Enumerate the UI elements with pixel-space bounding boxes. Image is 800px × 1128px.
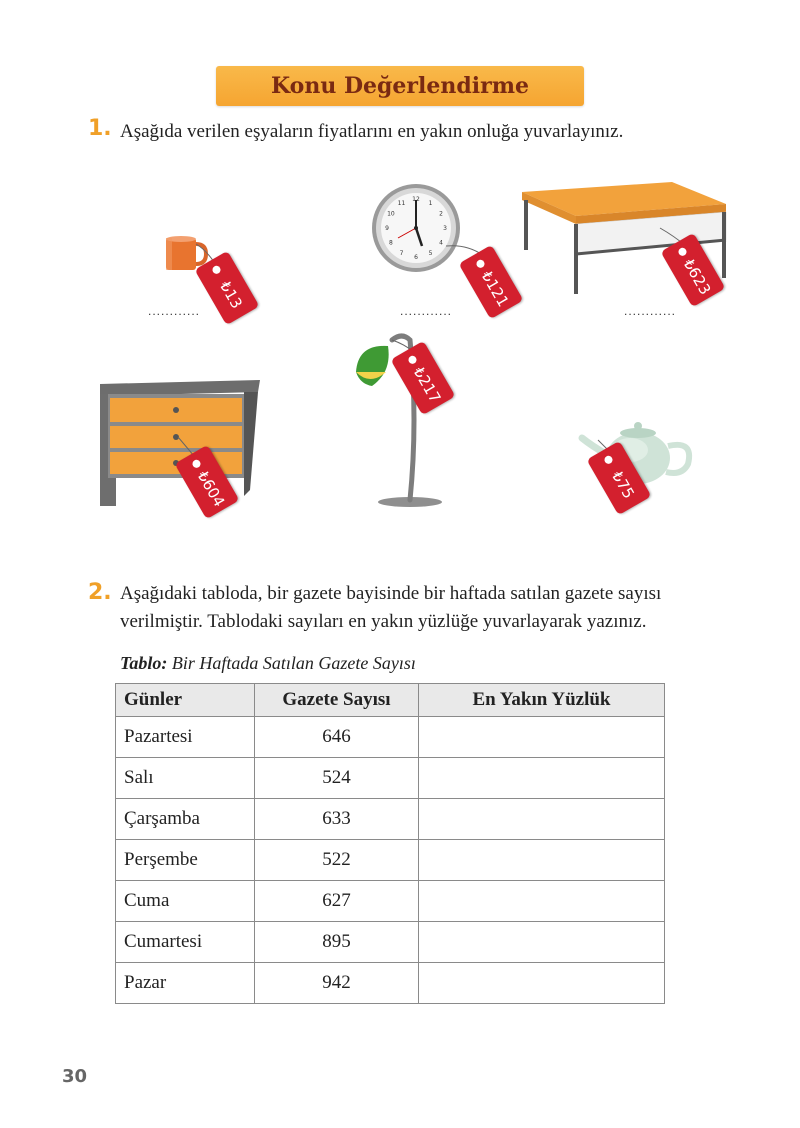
table-row	[116, 799, 665, 840]
cell-answer[interactable]	[419, 717, 665, 758]
cell-count: 646	[255, 717, 419, 758]
page-number: 30	[62, 1066, 88, 1087]
cell-answer[interactable]	[419, 840, 665, 881]
question-2-text-line1: Aşağıdaki tabloda, bir gazete bayisinde bir haftada satılan gazete sayısı	[120, 583, 662, 604]
clock-numeral: 1	[428, 199, 433, 207]
clock-numeral: 4	[439, 239, 444, 247]
clock-numeral: 10	[387, 210, 395, 218]
table-header-row	[116, 684, 665, 717]
cell-day: Perşembe	[116, 840, 255, 881]
table-row	[116, 758, 665, 799]
mug-icon	[166, 236, 206, 270]
cell-answer[interactable]	[419, 799, 665, 840]
table-row	[116, 717, 665, 758]
cell-count: 942	[255, 963, 419, 1004]
answer-blank-mug[interactable]: ............	[148, 304, 201, 318]
answer-blank-clock[interactable]: ............	[400, 304, 453, 318]
table-caption	[120, 653, 416, 674]
section-title: Konu Değerlendirme	[271, 73, 529, 99]
table-row	[116, 881, 665, 922]
cell-count: 895	[255, 922, 419, 963]
clock-numeral: 12	[412, 196, 420, 203]
price-teapot: ₺75	[608, 468, 638, 502]
cell-count: 633	[255, 799, 419, 840]
table-row	[116, 922, 665, 963]
price-lamp: ₺217	[409, 363, 445, 406]
cell-answer[interactable]	[419, 758, 665, 799]
answer-blank-table[interactable]: ............	[624, 304, 677, 318]
price-mug: ₺13	[216, 278, 246, 312]
clock-numeral: 11	[397, 199, 406, 207]
cell-count: 627	[255, 881, 419, 922]
cell-count: 522	[255, 840, 419, 881]
table-caption-text: Bir Haftada Satılan Gazete Sayısı	[167, 653, 416, 673]
price-table: ₺623	[679, 255, 715, 298]
header-count: Gazete Sayısı	[255, 684, 419, 717]
cell-day: Pazar	[116, 963, 255, 1004]
header-days: Günler	[116, 684, 255, 717]
clock-numeral: 8	[388, 239, 393, 247]
cell-answer[interactable]	[419, 963, 665, 1004]
clock-numeral: 2	[439, 210, 444, 218]
clock-numeral: 7	[399, 250, 404, 258]
price-dresser: ₺604	[193, 467, 229, 510]
table-row	[116, 840, 665, 881]
cell-day: Pazartesi	[116, 717, 255, 758]
cell-answer[interactable]	[419, 881, 665, 922]
clock-numeral: 9	[385, 225, 389, 232]
question-2-number: 2.	[88, 580, 112, 605]
cell-answer[interactable]	[419, 922, 665, 963]
clock-numeral: 3	[443, 225, 447, 232]
cell-day: Cumartesi	[116, 922, 255, 963]
clock-numeral: 5	[428, 250, 433, 258]
cell-day: Salı	[116, 758, 255, 799]
dresser-icon	[100, 380, 260, 506]
cell-count: 524	[255, 758, 419, 799]
table-caption-label: Tablo:	[120, 653, 168, 673]
newspaper-table	[115, 683, 665, 1004]
price-clock: ₺121	[477, 267, 513, 310]
question-1-text: Aşağıda verilen eşyaların fiyatlarını en yakın onluğa yuvarlayınız.	[120, 121, 624, 142]
question-1-number: 1.	[88, 116, 112, 141]
table-row	[116, 963, 665, 1004]
question-2-text-line2: verilmiştir. Tablodaki sayıları en yakın yüzlüğe yuvarlayarak yazınız.	[120, 611, 647, 632]
header-rounded: En Yakın Yüzlük	[419, 684, 665, 717]
cell-day: Cuma	[116, 881, 255, 922]
clock-icon	[372, 184, 460, 272]
clock-numeral: 6	[414, 254, 418, 261]
cell-day: Çarşamba	[116, 799, 255, 840]
